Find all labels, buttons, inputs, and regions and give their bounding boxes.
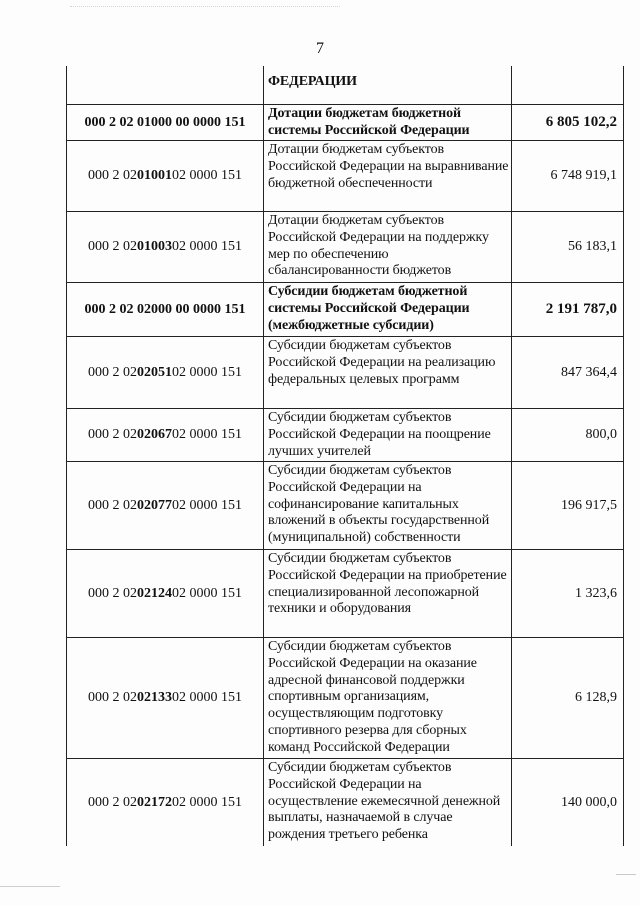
code-prefix: 000 2 02	[88, 239, 137, 254]
scan-artifact	[70, 6, 340, 17]
code-key: 02051	[137, 364, 172, 380]
description-cell: Субсидии бюджетам бюджетной системы Российской Федерации (межбюджетные субсидии)	[264, 283, 512, 336]
description-cell: Субсидии бюджетам субъектов Российской Федерации на реализацию федеральных целевых программ	[264, 337, 512, 408]
code-suffix: 02 0000 151	[172, 427, 242, 442]
description-cell: Субсидии бюджетам субъектов Российской Федерации на софинансирование капитальных вложений в объекты государственной (муниципальной) собственности	[264, 462, 512, 549]
code-cell	[67, 638, 264, 758]
description-cell: Субсидии бюджетам субъектов Российской Федерации на поощрение лучших учителей	[264, 409, 512, 461]
code-suffix: 02 0000 151	[172, 239, 242, 254]
code-key: 02133	[137, 690, 172, 705]
code-cell	[67, 212, 264, 282]
code-cell	[67, 550, 264, 637]
table-row	[67, 66, 623, 105]
table-row	[67, 105, 623, 141]
amount-cell: 56 183,1	[568, 239, 617, 254]
table-row	[67, 550, 623, 638]
description-cell: Дотации бюджетам субъектов Российской Федерации на выравнивание бюджетной обеспеченности	[264, 141, 512, 211]
description-cell: Субсидии бюджетам субъектов Российской Федерации на оказание адресной финансовой поддержки спортивным организациям, осуществляющим подготовку спортивного резерва для сборных команд Российской Федерации	[264, 638, 512, 758]
description-cell: ФЕДЕРАЦИИ	[264, 66, 512, 104]
table-row	[67, 141, 623, 212]
description-cell: Субсидии бюджетам субъектов Российской Федерации на приобретение специализированной лесопожарной техники и оборудования	[264, 550, 512, 637]
code-prefix: 000 2 02	[88, 364, 137, 380]
table-row	[67, 462, 623, 550]
amount-cell: 2 191 787,0	[545, 301, 617, 317]
code-suffix: 02 0000 151	[172, 497, 242, 513]
amount-cell	[512, 66, 623, 104]
amount-cell: 847 364,4	[561, 364, 617, 380]
code-cell	[67, 462, 264, 549]
code-key: 01001	[137, 168, 172, 183]
page-number: 7	[316, 40, 324, 57]
amount-cell: 6 805 102,2	[545, 114, 617, 130]
budget-table	[66, 66, 624, 846]
description-cell: Дотации бюджетам субъектов Российской Федерации на поддержку мер по обеспечению сбалансированности бюджетов	[264, 212, 512, 282]
code-cell	[67, 337, 264, 408]
description-cell: Дотации бюджетам бюджетной системы Российской Федерации	[264, 105, 512, 140]
table-row	[67, 337, 623, 409]
code-suffix: 02 0000 151	[172, 364, 242, 380]
code-prefix: 000 2 02	[88, 794, 137, 810]
code-cell: 000 2 02 01000 00 0000 151	[67, 105, 264, 140]
amount-cell: 6 748 919,1	[550, 168, 617, 183]
table-row	[67, 409, 623, 462]
table-row	[67, 212, 623, 283]
table-row	[67, 759, 623, 846]
code-cell: 000 2 02 02000 00 0000 151	[67, 283, 264, 336]
code-prefix: 000 2 02	[88, 497, 137, 513]
code-prefix: 000 2 02	[88, 427, 137, 442]
code-suffix: 02 0000 151	[172, 794, 242, 810]
amount-cell: 140 000,0	[561, 794, 617, 810]
code-key: 02067	[137, 427, 172, 442]
amount-cell: 800,0	[585, 427, 617, 442]
code-key: 02172	[137, 794, 172, 810]
amount-cell: 1 323,6	[575, 585, 617, 601]
amount-cell: 196 917,5	[561, 497, 617, 513]
code-key: 02077	[137, 497, 172, 513]
code-suffix: 02 0000 151	[172, 690, 242, 705]
scan-artifact	[0, 886, 60, 887]
code-prefix: 000 2 02	[88, 168, 137, 183]
code-cell	[67, 759, 264, 846]
code-prefix: 000 2 02	[88, 690, 137, 705]
code-cell	[67, 141, 264, 211]
code-key: 01003	[137, 239, 172, 254]
code-cell	[67, 409, 264, 461]
scan-artifact	[616, 874, 636, 875]
code-suffix: 02 0000 151	[172, 168, 242, 183]
code-cell	[67, 66, 264, 104]
table-row	[67, 283, 623, 337]
amount-cell: 6 128,9	[575, 690, 617, 705]
code-suffix: 02 0000 151	[172, 585, 242, 601]
table-row	[67, 638, 623, 759]
description-cell: Субсидии бюджетам субъектов Российской Федерации на осуществление ежемесячной денежной выплаты, назначаемой в случае рождения третьего ребенка	[264, 759, 512, 846]
code-key: 02124	[137, 585, 172, 601]
code-prefix: 000 2 02	[88, 585, 137, 601]
